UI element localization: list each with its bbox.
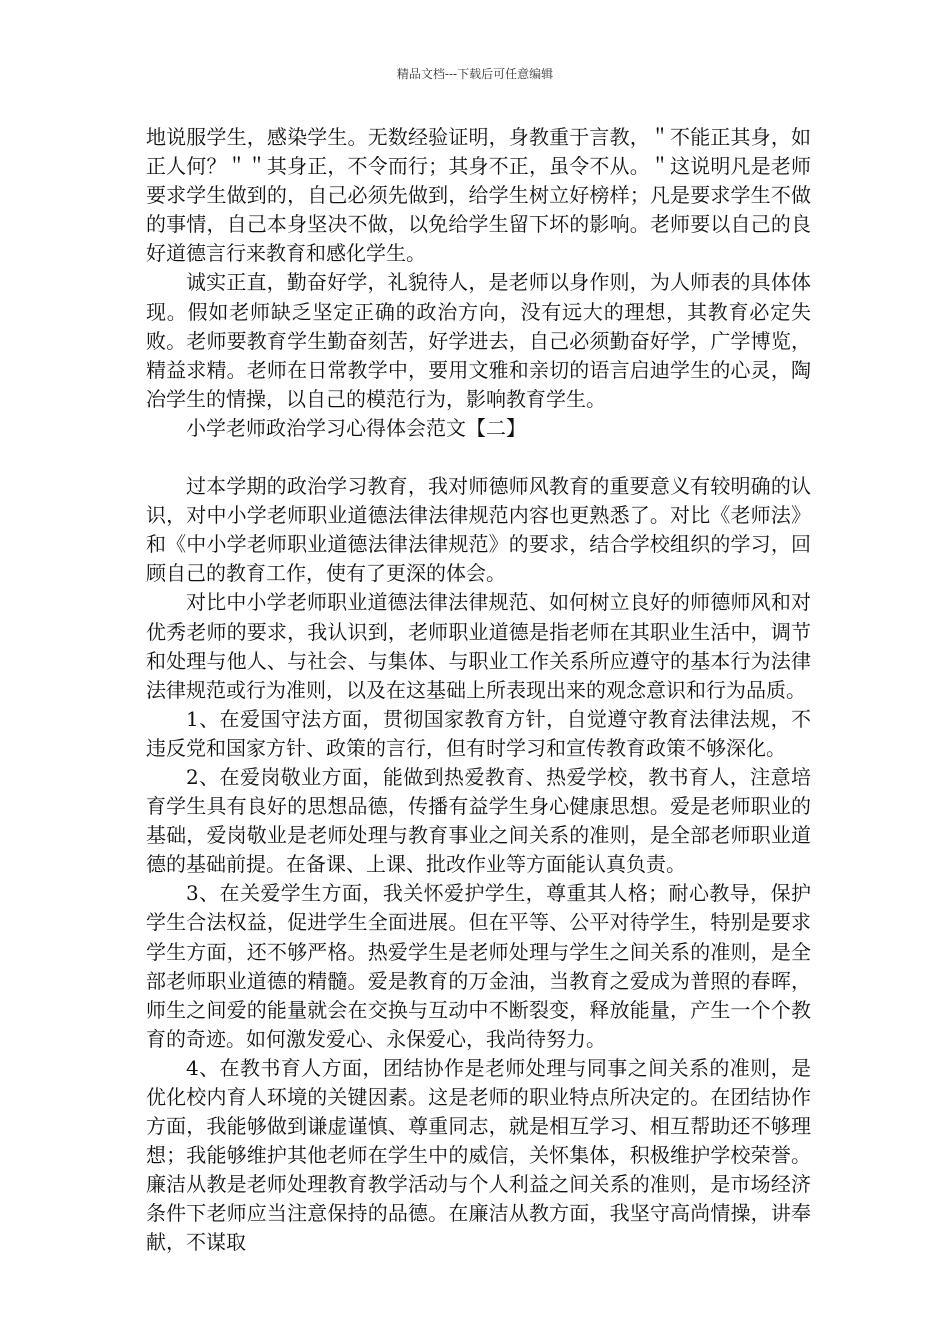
list-item: 4、在教书育人方面，团结协作是老师处理与同事之间关系的准则，是优化校内育人环境的关键因素。这是老师的职业特点所决定的。在团结协作方面，我能够做到谦虚谨慎、尊重同志，就是相互学习、相互帮助还不够理想；我能够维护其他老师在学生中的威信，关怀集体，积极维护学校荣誉。廉洁从教是老师处理教育教学活动与个人利益之间关系的准则，是市场经济条件下老师应当注意保持的品德。在廉洁从教方面，我坚守高尚情操，讲奉献，不谋取 [146,1055,811,1255]
page-header: 精品文档---下载后可任意编辑 [396,67,554,81]
list-item: 3、在关爱学生方面，我关怀爱护学生，尊重其人格；耐心教导，保护学生合法权益，促进学生全面进展。但在平等、公平对待学生，特别是要求学生方面，还不够严格。热爱学生是老师处理与学生之间关系的准则，是全部老师职业道德的精髓。爱是教育的万金油，当教育之爱成为普照的春晖，师生之间爱的能量就会在交换与互动中不断裂变，释放能量，产生一个个教育的奇迹。如何激发爱心、永保爱心，我尚待努力。 [146,881,811,1051]
document-body [146,123,811,1258]
paragraph: 诚实正直，勤奋好学，礼貌待人，是老师以身作则，为人师表的具体体现。假如老师缺乏坚定正确的政治方向，没有远大的理想，其教育必定失败。老师要教育学生勤奋刻苦，好学进去，自己必须勤奋好学，广学博览，精益求精。老师在日常教学中，要用文雅和亲切的语言启迪学生的心灵，陶冶学生的情操，以自己的模范行为，影响教育学生。 [146,270,811,411]
paragraph: 对比中小学老师职业道德法律法律规范、如何树立良好的师德师风和对优秀老师的要求，我认识到，老师职业道德是指老师在其职业生活中，调节和处理与他人、与社会、与集体、与职业工作关系所应遵守的基本行为法律法律规范或行为准则，以及在这基础上所表现出来的观念意识和行为品质。 [146,590,811,702]
list-item: 2、在爱岗敬业方面，能做到热爱教育、热爱学校，教书育人，注意培育学生具有良好的思想品德，传播有益学生身心健康思想。爱是老师职业的基础，爱岗敬业是老师处理与教育事业之间关系的准则，是全部老师职业道德的基础前提。在备课、上课、批改作业等方面能认真负责。 [146,764,811,877]
paragraph-continued: 地说服学生，感染学生。无数经验证明，身教重于言教，＂不能正其身，如正人何？＂＂其身正，不令而行；其身不正，虽令不从。＂这说明凡是老师要求学生做到的，自己必须先做到，给学生树立好榜样；凡是要求学生不做的事情，自己本身坚决不做，以免给学生留下坏的影响。老师要以自己的良好道德言行来教育和感化学生。 [146,125,811,266]
blank-line [146,443,811,472]
section-title: 小学老师政治学习心得体会范文【二】 [186,415,526,440]
list-item: 1、在爱国守法方面，贯彻国家教育方针，自觉遵守教育法律法规，不违反党和国家方针、政策的言行，但有时学习和宣传教育政策不够深化。 [146,706,811,760]
paragraph: 过本学期的政治学习教育，我对师德师风教育的重要意义有较明确的认识，对中小学老师职业道德法律法律规范内容也更熟悉了。对比《老师法》和《中小学老师职业道德法律法律规范》的要求，结合学校组织的学习，回顾自己的教育工作，使有了更深的体会。 [146,474,811,586]
